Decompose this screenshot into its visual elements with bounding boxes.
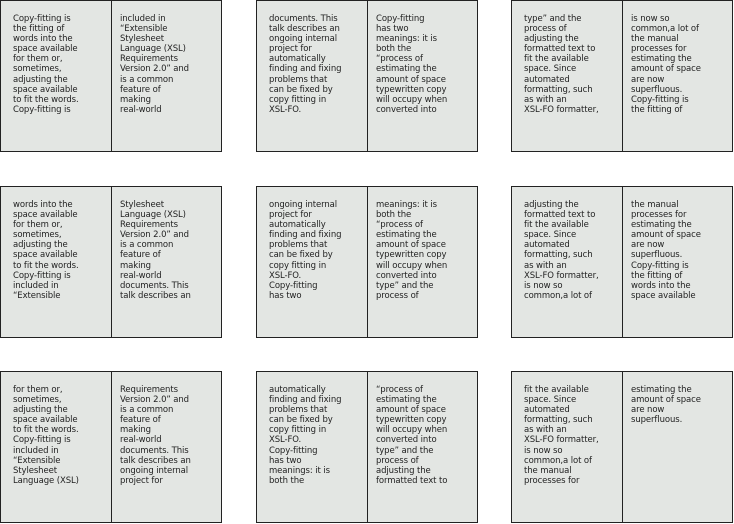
column-divider bbox=[367, 187, 368, 337]
page-6 bbox=[511, 186, 733, 338]
page-1 bbox=[0, 0, 222, 152]
page-2 bbox=[256, 0, 478, 152]
column-divider bbox=[367, 1, 368, 151]
page-8 bbox=[256, 371, 478, 523]
page-2-right-column: Copy-fitting has two meanings: it is both the “process of estimating the amount of space typewritten copy will occupy when converted into bbox=[376, 14, 448, 115]
column-divider bbox=[367, 372, 368, 522]
page-5 bbox=[256, 186, 478, 338]
page-6-left-column: adjusting the formatted text to fit the available space. Since automated formatting, such as with an XSL-FO formatter, is now so common,a lot of bbox=[524, 200, 599, 301]
page-1-right-column: included in “Extensible Stylesheet Language (XSL) Requirements Version 2.0” and is a common feature of making real-world bbox=[120, 14, 189, 115]
page-6-right-column: the manual processes for estimating the amount of space are now superfluous. Copy-fitting is the fitting of words into the space available bbox=[631, 200, 701, 301]
page-4 bbox=[0, 186, 222, 338]
column-divider bbox=[622, 372, 623, 522]
column-divider bbox=[111, 187, 112, 337]
page-3-left-column: type” and the process of adjusting the formatted text to fit the available space. Since automated formatting, such as with an XSL-FO formatter, bbox=[524, 14, 599, 115]
page-8-right-column: “process of estimating the amount of space typewritten copy will occupy when converted into type” and the process of adjusting the formatted text to bbox=[376, 385, 448, 486]
column-divider bbox=[111, 372, 112, 522]
page-9-right-column: estimating the amount of space are now superfluous. bbox=[631, 385, 701, 426]
column-divider bbox=[622, 1, 623, 151]
page-4-right-column: Stylesheet Language (XSL) Requirements Version 2.0” and is a common feature of making real-world documents. This talk describes an bbox=[120, 200, 191, 301]
page-3-right-column: is now so common,a lot of the manual processes for estimating the amount of space are now superfluous. Copy-fitting is the fitting of bbox=[631, 14, 701, 115]
page-2-left-column: documents. This talk describes an ongoing internal project for automatically finding and fixing problems that can be fixed by copy fitting in XSL-FO. bbox=[269, 14, 342, 115]
page-3 bbox=[511, 0, 733, 152]
page-5-right-column: meanings: it is both the “process of estimating the amount of space typewritten copy will occupy when converted into type” and the process of bbox=[376, 200, 448, 301]
page-9 bbox=[511, 371, 733, 523]
page-7-left-column: for them or, sometimes, adjusting the space available to fit the words. Copy-fitting is included in “Extensible Stylesheet Language (XSL) bbox=[13, 385, 79, 486]
page-4-left-column: words into the space available for them or, sometimes, adjusting the space available to fit the words. Copy-fitting is included in “Extensible bbox=[13, 200, 79, 301]
page-9-left-column: fit the available space. Since automated formatting, such as with an XSL-FO formatter, is now so common,a lot of the manual processes for bbox=[524, 385, 599, 486]
page-7-right-column: Requirements Version 2.0” and is a common feature of making real-world documents. This talk describes an ongoing internal project for bbox=[120, 385, 191, 486]
column-divider bbox=[622, 187, 623, 337]
page-8-left-column: automatically finding and fixing problems that can be fixed by copy fitting in XSL-FO. Copy-fitting has two meanings: it is both the bbox=[269, 385, 342, 486]
column-divider bbox=[111, 1, 112, 151]
page-7 bbox=[0, 371, 222, 523]
page-5-left-column: ongoing internal project for automatically finding and fixing problems that can be fixed by copy fitting in XSL-FO. Copy-fitting has two bbox=[269, 200, 342, 301]
page-1-left-column: Copy-fitting is the fitting of words into the space available for them or, sometimes, adjusting the space available to fit the words. Copy-fitting is bbox=[13, 14, 79, 115]
